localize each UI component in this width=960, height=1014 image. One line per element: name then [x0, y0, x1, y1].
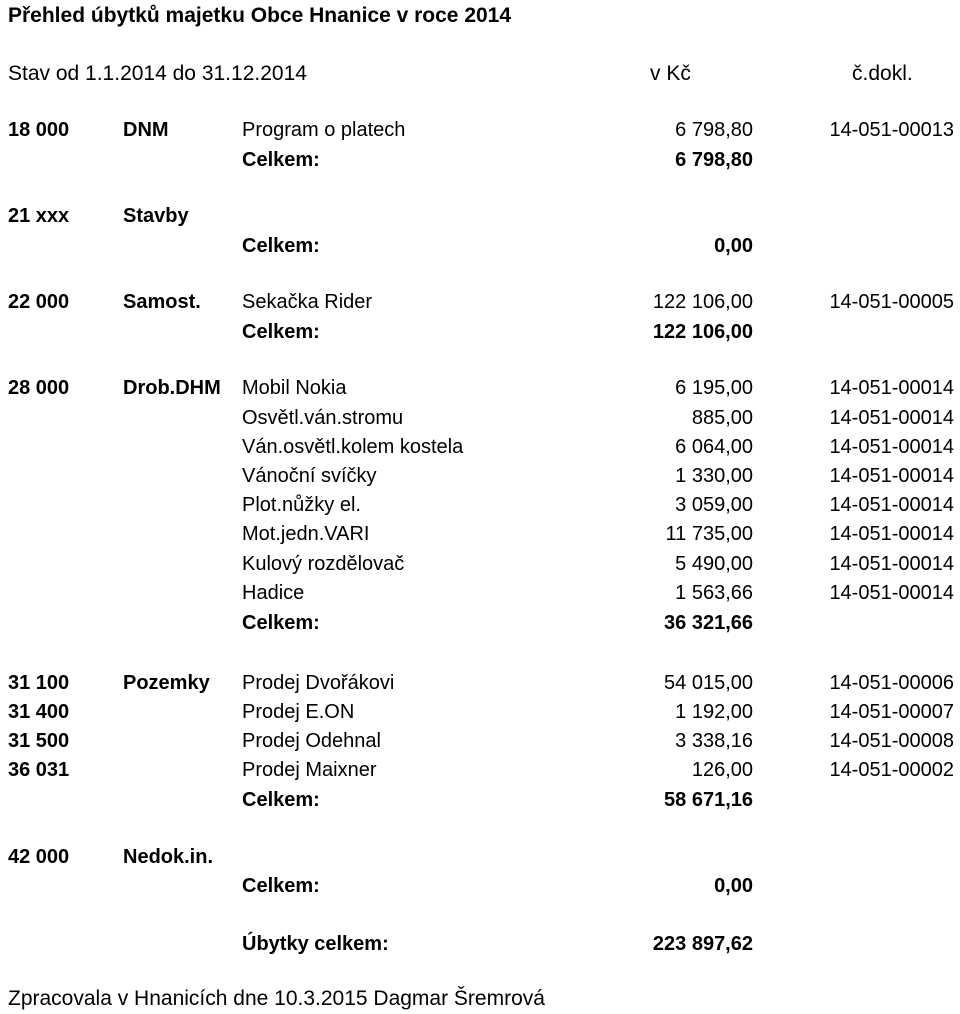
- doc-number: 14-051-00014: [829, 377, 954, 399]
- item-amount: 6 064,00: [675, 436, 753, 458]
- item-description: Osvětl.ván.stromu: [242, 407, 404, 429]
- account-code: 42 000: [8, 846, 70, 868]
- doc-number: 14-051-00008: [829, 730, 954, 752]
- item-amount: 885,00: [691, 407, 753, 429]
- total-label: Úbytky celkem:: [242, 933, 389, 955]
- currency-label: v Kč: [650, 62, 691, 85]
- item-amount: 6 195,00: [675, 377, 753, 399]
- footer-note: Zpracovala v Hnanicích dne 10.3.2015 Dagmar Šremrová: [8, 987, 545, 1010]
- doc-number: 14-051-00005: [829, 291, 954, 313]
- total-label: Celkem:: [242, 612, 320, 634]
- total-label: Celkem:: [242, 235, 320, 257]
- doc-number: 14-051-00013: [829, 119, 954, 141]
- doc-number: 14-051-00014: [829, 582, 954, 604]
- item-description: Kulový rozdělovač: [242, 553, 405, 575]
- doc-number: 14-051-00014: [829, 436, 954, 458]
- doc-number: 14-051-00014: [829, 523, 954, 545]
- total-label: Celkem:: [242, 321, 320, 343]
- item-description: Program o platech: [242, 119, 406, 141]
- item-amount: 3 338,16: [675, 730, 753, 752]
- item-description: Prodej Maixner: [242, 759, 377, 781]
- item-description: Hadice: [242, 582, 305, 604]
- item-description: Sekačka Rider: [242, 291, 373, 313]
- item-description: Ván.osvětl.kolem kostela: [242, 436, 464, 458]
- account-code: 22 000: [8, 291, 70, 313]
- category-label: Drob.DHM: [123, 377, 221, 399]
- total-amount: 58 671,16: [664, 789, 753, 811]
- doc-number: 14-051-00006: [829, 672, 954, 694]
- total-amount: 36 321,66: [664, 612, 753, 634]
- total-amount: 223 897,62: [652, 933, 753, 955]
- account-code: 31 400: [8, 701, 70, 723]
- doc-number: 14-051-00002: [829, 759, 954, 781]
- total-amount: 0,00: [714, 235, 753, 257]
- doc-number: 14-051-00014: [829, 407, 954, 429]
- doc-number: 14-051-00007: [829, 701, 954, 723]
- total-amount: 6 798,80: [675, 149, 753, 171]
- doc-number: 14-051-00014: [829, 553, 954, 575]
- item-description: Vánoční svíčky: [242, 465, 377, 487]
- category-label: DNM: [123, 119, 169, 141]
- item-description: Mobil Nokia: [242, 377, 347, 399]
- item-amount: 3 059,00: [675, 494, 753, 516]
- doc-number: 14-051-00014: [829, 494, 954, 516]
- item-description: Plot.nůžky el.: [242, 494, 361, 516]
- account-code: 18 000: [8, 119, 70, 141]
- account-code: 28 000: [8, 377, 70, 399]
- item-amount: 1 330,00: [675, 465, 753, 487]
- item-description: Prodej Odehnal: [242, 730, 381, 752]
- account-code: 31 100: [8, 672, 70, 694]
- period-label: Stav od 1.1.2014 do 31.12.2014: [8, 62, 307, 85]
- item-amount: 1 563,66: [675, 582, 753, 604]
- item-amount: 6 798,80: [675, 119, 753, 141]
- account-code: 21 xxx: [8, 205, 70, 227]
- item-amount: 126,00: [691, 759, 753, 781]
- total-amount: 0,00: [714, 875, 753, 897]
- account-code: 36 031: [8, 759, 70, 781]
- category-label: Stavby: [123, 205, 189, 227]
- document-title: Přehled úbytků majetku Obce Hnanice v roce 2014: [8, 4, 512, 27]
- total-label: Celkem:: [242, 149, 320, 171]
- item-amount: 11 735,00: [665, 523, 753, 545]
- category-label: Pozemky: [123, 672, 210, 694]
- doc-number: 14-051-00014: [829, 465, 954, 487]
- total-amount: 122 106,00: [652, 321, 753, 343]
- item-description: Prodej E.ON: [242, 701, 355, 723]
- total-label: Celkem:: [242, 789, 320, 811]
- item-description: Prodej Dvořákovi: [242, 672, 395, 694]
- item-description: Mot.jedn.VARI: [242, 523, 370, 545]
- item-amount: 122 106,00: [652, 291, 753, 313]
- doc-number-header: č.dokl.: [852, 62, 913, 85]
- item-amount: 1 192,00: [675, 701, 753, 723]
- item-amount: 5 490,00: [675, 553, 753, 575]
- total-label: Celkem:: [242, 875, 320, 897]
- category-label: Samost.: [123, 291, 201, 313]
- account-code: 31 500: [8, 730, 70, 752]
- item-amount: 54 015,00: [664, 672, 753, 694]
- category-label: Nedok.in.: [123, 846, 214, 868]
